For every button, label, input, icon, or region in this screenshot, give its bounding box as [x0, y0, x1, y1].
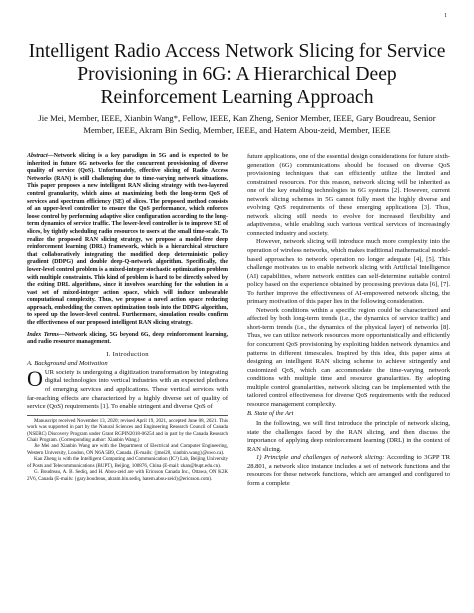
author-list: Jie Mei, Member, IEEE, Xianbin Wang*, Fellow, IEEE, Kan Zheng, Senior Member, IEEE, Gary Boudreau, Senior Member, IEEE, Akram Bin Sediq, Member, IEEE, and Hatem Abou-zeid, Member, IEEE: [38, 113, 436, 136]
intro-text: UR society is undergoing a digitization transformation by integrating digital technologies into vertical industries with an expected plethora of emerging services and applications. These vertical services with far-reaching effects are characterized by a highly diverse set of quality of service (QoS) requirements [1]. To enable stringent and diverse QoS of: [27, 368, 228, 411]
body-paragraph: However, network slicing will introduce much more complexity into the operation of wireless networks, which makes traditional mathematical model-based approaches to network operation no longer adequate [4], [5]. This challenge motivates us to enable network slicing with Artificial Intelligence (AI) capabilities, where network entities can self-determine suitable control policy based on the experience obtained by processing previous data [6], [7]. To further improve the effectiveness of AI-empowered network slicing, the primary motivation of this paper lies in the following consideration.: [247, 238, 451, 306]
paper-title: Intelligent Radio Access Network Slicing for Service Provisioning in 6G: A Hierarchical Deep Reinforcement Learning Approach: [28, 41, 446, 108]
body-paragraph: In the following, we will first introduce the principle of network slicing, state the challenges faced by the RAN slicing, and then discuss the importance of applying deep reinforcement learning (DRL) in the context of RAN slicing.: [247, 419, 450, 453]
paragraph-text: According to 3GPP TR 28.801, a network slice instance includes a set of network functions and the resources for these network functions, which are arranged and configured to form a complete: [247, 454, 451, 487]
left-column: [27, 153, 228, 482]
section-heading: I. Introduction: [106, 350, 149, 358]
body-paragraph: Network conditions within a specific region could be characterized and affected by both long-term trends (i.e., the dynamics of service traffic) and short-term trends (i.e., the dynamics of the physical layer) of networks [8]. Thus, we can utilize network resources more opportunistically and efficiently for concurrent QoS provisioning by exploiting hidden network dynamics and patterns in different timescales. Inspired by this idea, this paper aims at designing an intelligent RAN slicing scheme to achieve stringently and customized QoS, which can accommodate the time-varying network conditions with multiple time and resource granularities. By adopting multiple control granularities, network slicing can be implemented with the tailored control effectiveness for diverse QoS requirements with the reduced resource management complexity.: [247, 306, 450, 408]
footnote: Jie Mei and Xianbin Wang are with the Department of Electrical and Computer Engineering, Western University, London, ON N6A 5B9, Canada. (E-mails: {jmei28, xianbin.wang}@uwo.ca).: [27, 443, 228, 456]
drop-cap: O: [27, 365, 43, 391]
body-paragraph: future applications, one of the essential design considerations for future sixth-generation (6G) communications should be focused on diverse QoS provisioning techniques that can efficiently utilize the limited and constrained resources. For this reason, network slicing will be inherited as one of the key enabling technologies in 6G systems [2]. However, current network slicing schemes in 5G cannot fully meet the highly diverse and evolving QoS requirements of these emerging applications [3]. Thus, network slicing still needs to evolve for increased flexibility and adaptiveness, while enabling such various vertical services of increasingly connected industry and society.: [247, 153, 450, 237]
abstract: [27, 153, 228, 328]
index-terms: [27, 332, 228, 347]
body-paragraph: [247, 454, 450, 488]
subsection-heading: A. Background and Motivation: [27, 359, 108, 367]
footnote: G. Boudreau, A. B. Sediq, and H. Abou-zeid are with Ericsson Canada Inc., Ottawa, ON K2K 2V6, Canada (E-mails: {gary.boudreau, akram.bin.sediq, hatem.abou-zeid}@ericsson.com).: [27, 469, 228, 482]
footnote-divider: [27, 415, 228, 416]
index-terms-text: Network slicing, 5G beyond 6G, deep reinforcement learning, and radio resource management.: [27, 331, 228, 346]
right-column: [247, 153, 450, 488]
paragraph-heading: 1) Principle and challenges of network slicing:: [256, 454, 385, 462]
footnote: Manuscript received November 13, 2020; revised April 19, 2021, accepted June 08, 2021. This work was supported in part by the Natural Sciences and Engineering Research Council of Canada (NSERC) Discovery Program under Grant RGPIN2018-06254 and in part by the Canada Research Chair Program. (Corresponding author: Xianbin Wang.): [27, 417, 228, 444]
footnote: Kan Zheng is with the Intelligent Computing and Communication (IC²) Lab, Beijing University of Posts and Telecommunications (BUPT), Beijing, 100876, China (E-mail: zkan@bupt.edu.cn).: [27, 456, 228, 469]
abstract-text: Network slicing is a key paradigm in 5G and is expected to be inherited in future 6G networks for the concurrent provisioning of diverse quality of service (QoS). Unfortunately, effective slicing of Radio Access Networks (RAN) is still challenging due to time-varying network situations. This paper proposes a new intelligent RAN slicing strategy with two-layered control granularity, which aims at maximizing both the long-term QoS of services and spectrum efficiency (SE) of slices. The proposed method consists of an upper-level controller to ensure the QoS performance, which enforces loose control by performing adaptive slice configuration according to the long-term dynamics of service traffic. The lower-level controller is to improve SE of slices, by tightly scheduling radio resources to users at the small time-scale. To realize the proposed RAN slicing strategy, we propose a model-free deep reinforcement learning (DRL) framework, which is a hierarchical structure that collaboratively integrating the modified deep deterministic policy gradient (DDPG) and double deep-Q-network algorithm. Specifically, the lower-level control problem is a mixed-integer stochastic optimization problem with multiple constraints. This kind of problem is hard to be directly solved by the exiting DRL algorithms, since it involves searching for the solution in a vast set of mixed-integer action space, which will induce unbearable computational complexity. Thus, we propose a novel action space reducing approach, embedding the convex optimization tools into the DDPG algorithm, to speed up the lower-level control. Furthermore, simulation results confirm the effectiveness of our proposed intelligent RAN slicing strategy.: [27, 153, 228, 327]
intro-paragraph: [27, 365, 228, 412]
abstract-label: Abstract—: [27, 153, 54, 159]
index-terms-label: Index Terms—: [27, 331, 65, 338]
subsection-heading: B. State of the Art: [247, 410, 294, 418]
page-number: 1: [444, 13, 447, 19]
